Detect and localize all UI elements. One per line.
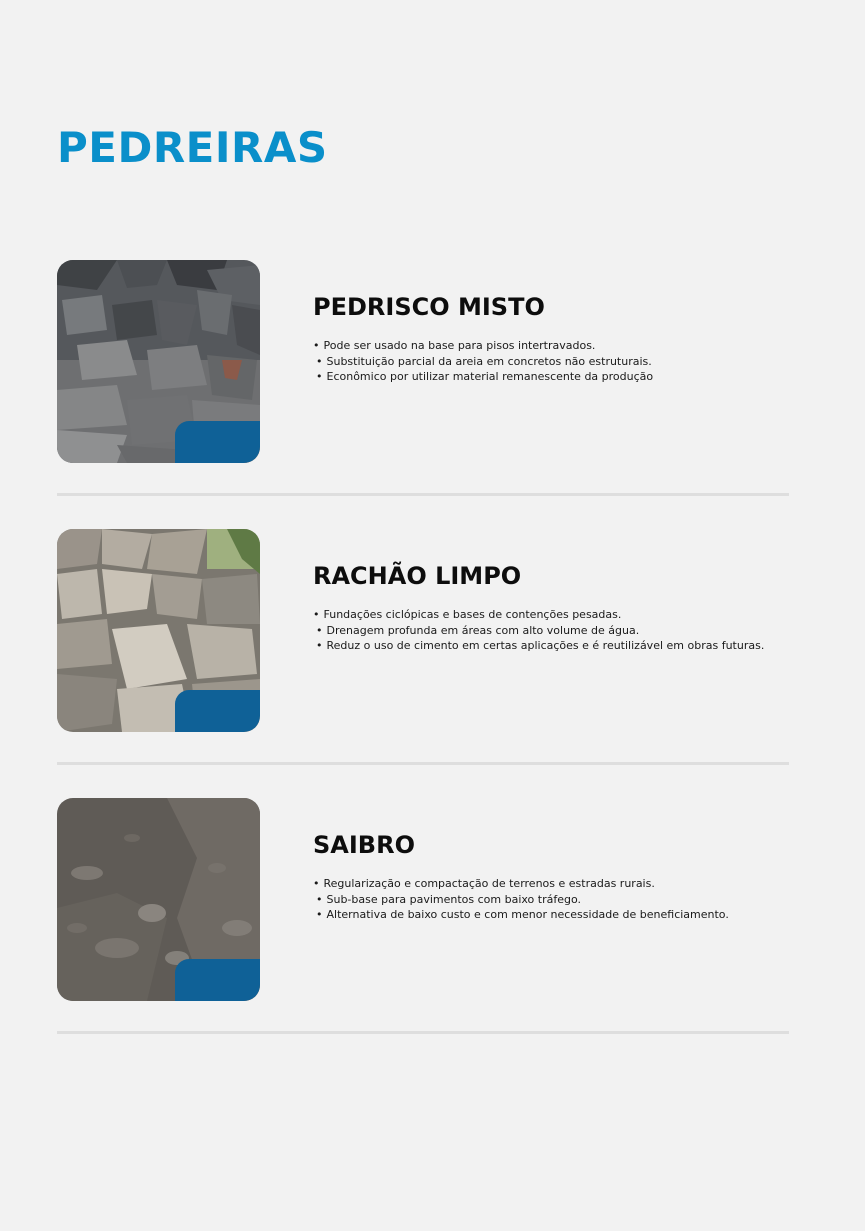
list-item: • Substituição parcial da areia em concretos não estruturais.	[313, 354, 653, 370]
accent-corner	[175, 959, 260, 1001]
product-bullets	[313, 338, 653, 385]
accent-corner	[175, 690, 260, 732]
divider	[57, 1031, 789, 1034]
list-item: • Fundações ciclópicas e bases de contenções pesadas.	[313, 607, 764, 623]
list-item: • Drenagem profunda em áreas com alto volume de água.	[313, 623, 764, 639]
list-item: • Alternativa de baixo custo e com menor necessidade de beneficiamento.	[313, 907, 729, 923]
rubble-stone-photo	[57, 529, 260, 732]
product-card	[57, 260, 789, 497]
list-item: • Econômico por utilizar material remanescente da produção	[313, 369, 653, 385]
list-item: • Regularização e compactação de terrenos e estradas rurais.	[313, 876, 729, 892]
product-bullets	[313, 876, 729, 923]
list-item: • Sub-base para pavimentos com baixo tráfego.	[313, 892, 729, 908]
product-card	[57, 529, 789, 766]
accent-corner	[175, 421, 260, 463]
product-bullets	[313, 607, 764, 654]
soil-photo	[57, 798, 260, 1001]
divider	[57, 762, 789, 765]
gravel-photo	[57, 260, 260, 463]
product-name: PEDRISCO MISTO	[313, 293, 545, 321]
divider	[57, 493, 789, 496]
page-title: PEDREIRAS	[57, 123, 328, 172]
list-item: • Pode ser usado na base para pisos intertravados.	[313, 338, 653, 354]
list-item: • Reduz o uso de cimento em certas aplicações e é reutilizável em obras futuras.	[313, 638, 764, 654]
product-name: SAIBRO	[313, 831, 415, 859]
product-card	[57, 798, 789, 1035]
product-name: RACHÃO LIMPO	[313, 562, 522, 590]
